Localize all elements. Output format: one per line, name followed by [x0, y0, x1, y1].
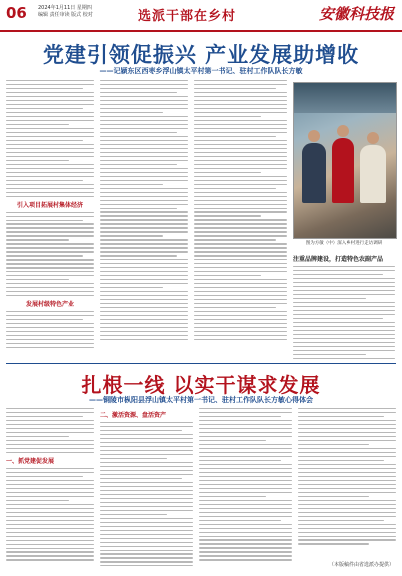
text-block [100, 80, 188, 340]
text-block [194, 80, 287, 340]
story2-column-2 [100, 408, 193, 566]
story2-column-3 [199, 408, 292, 566]
story-divider [6, 363, 396, 364]
story2-headline: 扎根一线 以实干谋求发展 [81, 373, 321, 397]
photo-caption: 图为方敏（中）深入乡村进行走访调研 [305, 241, 383, 246]
story1-column-3 [194, 80, 287, 360]
story2-column-4 [298, 408, 396, 556]
text-block [298, 408, 396, 545]
page-number: 06 [6, 4, 27, 22]
issue-date-text: 2024年1月11日 星期四 [38, 5, 92, 11]
story1-photo [293, 82, 397, 239]
footer-note: （本版稿件由省选派办提供） [328, 562, 394, 568]
editor-line: 编辑 责任审读 版式 校对 [38, 12, 93, 18]
story1-column-2 [100, 80, 188, 360]
text-block [199, 408, 292, 561]
text-block [6, 468, 94, 561]
story1-headline: 党建引领促振兴 产业发展助增收 [42, 43, 360, 67]
column-name: 选派干部在乡村 [138, 9, 237, 24]
story1-column-4 [293, 252, 395, 360]
story1-column-1 [6, 80, 94, 360]
section-title: 发展村级特色产业 [25, 301, 74, 309]
story2-column-1 [6, 408, 94, 566]
masthead [0, 0, 402, 32]
text-block [6, 408, 94, 453]
story1-subhead: ——记颍东区西枣乡浮山镇太平村第一书记、驻村工作队队长方敏 [99, 67, 303, 75]
issue-date [38, 5, 113, 19]
text-block [293, 266, 395, 360]
story2-subhead: ——铜陵市枞阳县浮山镇太平村第一书记、驻村工作队队长方敏心得体会 [89, 396, 313, 404]
text-block [6, 311, 94, 348]
section-title: 一、抓党建促发展 [6, 457, 55, 465]
section-title: 注重品牌建设，打造特色农副产品 [293, 256, 384, 263]
text-block [6, 80, 94, 197]
text-block [100, 422, 193, 566]
section-title: 引入项目拓展村集体经济 [16, 201, 83, 209]
paper-logo: 安徽科技报 [318, 5, 394, 23]
text-block [6, 212, 94, 297]
section-title: 二、激活资源、盘活资产 [100, 412, 167, 419]
